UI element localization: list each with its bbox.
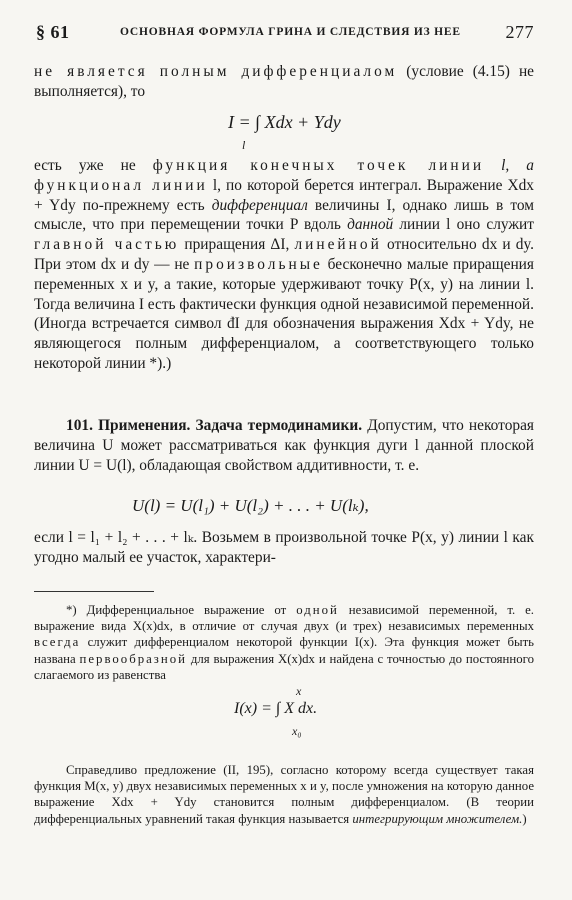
italic-term: дифференциал bbox=[211, 196, 308, 214]
formula-subscript: l bbox=[242, 138, 246, 152]
text-run: l, по которой берется интеграл. Выражение Xdx + Ydy по-прежнему есть bbox=[34, 176, 534, 214]
text-run: относительно dx и dy. При этом dx и dy — не bbox=[34, 236, 534, 273]
footnote bbox=[34, 602, 534, 683]
text-run: (условие (4.15) не выполняется), то bbox=[34, 63, 535, 100]
text-run: ) bbox=[522, 811, 527, 826]
spaced-text: одной bbox=[296, 603, 339, 617]
text-run: для выражения X(x)dx и найдена с точностью до постоянного слагаемого из равенства bbox=[34, 651, 534, 682]
spaced-text: всегда bbox=[34, 635, 81, 650]
italic-term: данной bbox=[347, 216, 394, 234]
spaced-text: линейной bbox=[294, 236, 382, 254]
paragraph-2 bbox=[34, 156, 534, 374]
text-run: если l = l₁ + l₂ + . . . + lₖ. Возьмем в произвольной точке P(x, y) линии l как угодно малый ее участок, характери- bbox=[34, 529, 534, 566]
footnote-paragraph-2 bbox=[34, 762, 534, 827]
text-run: независимой переменной, т. е. выражение вида X(x)dx, в отличие от случая двух (и трех) независимых переменных bbox=[34, 603, 534, 634]
spaced-text: не является полным дифференциалом bbox=[34, 63, 398, 80]
subsection-number: 101. bbox=[66, 417, 93, 434]
footnote-formula bbox=[234, 684, 318, 738]
footnote-rule bbox=[34, 591, 154, 592]
spaced-text: произвольные bbox=[194, 255, 323, 273]
text-run: есть уже не bbox=[34, 157, 153, 174]
spaced-text: функция конечных точек линии bbox=[152, 157, 485, 174]
text-run: служит дифференциалом некоторой функции I(x). Эта функция может быть названа bbox=[34, 635, 534, 666]
paragraph-4 bbox=[34, 528, 534, 568]
text-run: Справедливо предложение (II, 195), согласно которому всегда существует такая функция M(x, y) двух независимых переменных x и y, после умножения на которую данное выражение Xdx + Ydy становится полным дифференциалом. (В теории дифференциальных уравнений такая функция называется bbox=[34, 763, 534, 826]
text-run: приращения ΔI, bbox=[179, 236, 295, 254]
text-run: Дифференциальное выражение от bbox=[76, 603, 297, 617]
subsection-heading: Применения. Задача термодинамики. bbox=[98, 417, 363, 434]
section-number: § 61 bbox=[36, 22, 70, 42]
paragraph-1 bbox=[34, 62, 534, 102]
footnote-marker: *) bbox=[66, 603, 77, 617]
integral-lower-limit: x₀ bbox=[292, 724, 302, 738]
spaced-text: функционал линии bbox=[34, 176, 208, 194]
text-run: l, а bbox=[484, 157, 535, 174]
spaced-text: первообразной bbox=[79, 651, 187, 666]
formula-integral-I bbox=[228, 112, 341, 152]
formula-text: I(x) = ∫ X dx. bbox=[234, 700, 318, 717]
integral-upper-limit: x bbox=[296, 684, 302, 698]
formula-text: U(l) = U(l₁) + U(l₂) + . . . + U(lₖ), bbox=[132, 496, 369, 515]
formula-additivity bbox=[132, 496, 369, 516]
formula-text: I = ∫ Xdx + Ydy bbox=[228, 112, 341, 132]
text-run: величины I, однако лишь в том смысле, что при перемещении точки P вдоль bbox=[34, 196, 534, 234]
text-run: линии l оно служит bbox=[393, 216, 534, 234]
page-header bbox=[36, 22, 534, 46]
paragraph-3 bbox=[34, 416, 534, 475]
italic-term: интегрирующим множителем. bbox=[352, 811, 523, 826]
spaced-text: главной частью bbox=[34, 236, 180, 254]
text-run: Допустим, что некоторая величина U может рассматриваться как функция дуги l данной плоской линии U = U(l), обладающая свойством аддитивности, т. е. bbox=[34, 417, 534, 474]
text-run: бесконечно малые приращения переменных x и y, а такие, которые удерживают точку P(x, y) на линии l. Тогда величина I есть фактически функция одной независимой переменной. (Иногда встречается символ đI для обозначения выражения Xdx + Ydy, не являющегося полным дифференциалом, а соответствующего только некоторой линии *).) bbox=[34, 255, 534, 372]
running-title: ОСНОВНАЯ ФОРМУЛА ГРИНА И СЛЕДСТВИЯ ИЗ НЕЕ bbox=[120, 26, 461, 38]
page-number: 277 bbox=[505, 22, 534, 42]
